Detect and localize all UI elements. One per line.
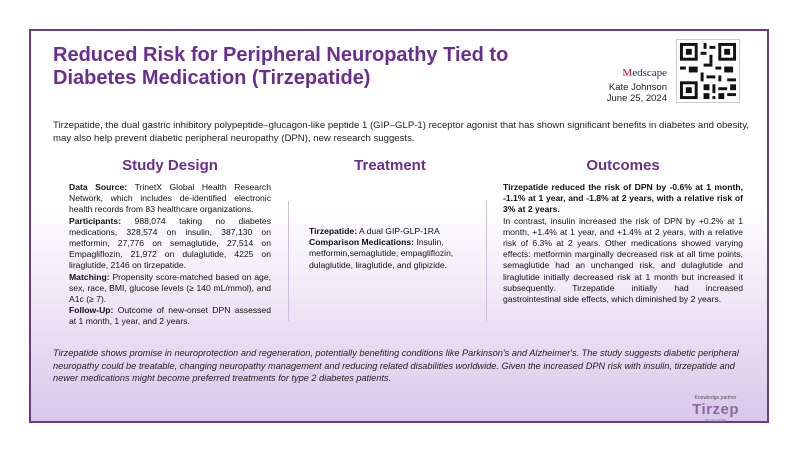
participants-item: Participants: 988,074 taking no diabetes medications, 328,574 on insulin, 387,130 on metformin, 27,776 on semaglutide, 27,514 on Empagliflozin, 21,972 on dulaglutide, 4225 on liraglutide, 2146 on tirzepatide. xyxy=(69,215,272,271)
sponsor-label: Knowledge partner xyxy=(694,395,737,401)
outcome-details: In contrast, insulin increased the risk of DPN by +0.2% at 1 month, +1.4% at 1 year, and +1.4% at 2 years, with a relative risk of 6.3% at 2 years. Other medications showed varying effects: metformin marginally decreased risk at all time points, semaglutide had an unchanged risk, and dulaglutide and liraglutide initially decreased risk at 1 month but increased it subsequently. Tirzepatide initially had increased gastrointestinal side effects, which diminished by 2 years. xyxy=(503,215,743,305)
column-divider xyxy=(288,201,289,321)
study-design-column xyxy=(69,157,271,328)
outcomes-column xyxy=(503,157,743,305)
comparison-item: Comparison Medications: Insulin, metformin,semaglutide, empagliflozin, dulaglutide, liraglutide, and glipizide. xyxy=(309,237,454,270)
sponsor-subtext: Tirzepatide xyxy=(704,418,727,423)
followup-item: Follow-Up: Outcome of new-onset DPN assessed at 1 month, 1 year, and 2 years. xyxy=(69,305,271,327)
outcomes-heading: Outcomes xyxy=(586,157,660,174)
data-source-item: Data Source: TrinetX Global Health Research Network, which includes de-identified electronic health records from 83 healthcare organizations. xyxy=(69,182,272,215)
sponsor-brand: Tirzep xyxy=(692,401,739,418)
tirzepatide-item: Tirzepatide: A dual GIP-GLP-1RA xyxy=(309,226,440,236)
conclusion-text: Tirzepatide shows promise in neuroprotection and regeneration, potentially benefiting conditions like Parkinson's and Alzheimer's. The study suggests diabetic peripheral neuropathy could be treatable, changing neuropathy management and reducing related disabilities worldwide. Given the increased DPN risk with insulin, tirzepatide and newer medications might become preferred treatments for type 2 diabetes patients. xyxy=(53,348,739,383)
title-line-1: Reduced Risk for Peripheral Neuropathy Tied to xyxy=(53,44,509,66)
title-line-2: Diabetes Medication (Tirzepatide) xyxy=(53,67,371,89)
column-divider xyxy=(486,201,487,321)
sponsor-logo xyxy=(692,395,739,423)
intro-text: Tirzepatide, the dual gastric inhibitory polypeptide–glucagon-like peptide 1 (GIP–GLP-1) receptor agonist that has shown significant benefits in diabetes and obesity, may also help prevent diabetic peripheral neuropathy (DPN), new research suggests. xyxy=(53,120,749,144)
infographic-card xyxy=(29,29,769,423)
medscape-logo: Medscape xyxy=(622,67,667,79)
page-title xyxy=(53,44,573,90)
matching-item: Matching: Propensity score-matched based on age, sex, race, BMI, glucose levels (≥ 140 mL/mmol), and A1c (≥ 7). xyxy=(69,271,271,305)
brand-block xyxy=(607,68,667,104)
treatment-heading: Treatment xyxy=(354,157,426,174)
publish-date: June 25, 2024 xyxy=(606,93,667,104)
qr-code-icon[interactable] xyxy=(676,39,740,103)
treatment-column xyxy=(309,157,471,271)
study-design-heading: Study Design xyxy=(122,157,218,174)
key-finding: Tirzepatide reduced the risk of DPN by -0.6% at 1 month, -1.1% at 1 year, and -1.8% at 2 years, with a relative risk of 3% at 2 years. xyxy=(503,182,743,215)
author-name: Kate Johnson xyxy=(608,82,667,93)
